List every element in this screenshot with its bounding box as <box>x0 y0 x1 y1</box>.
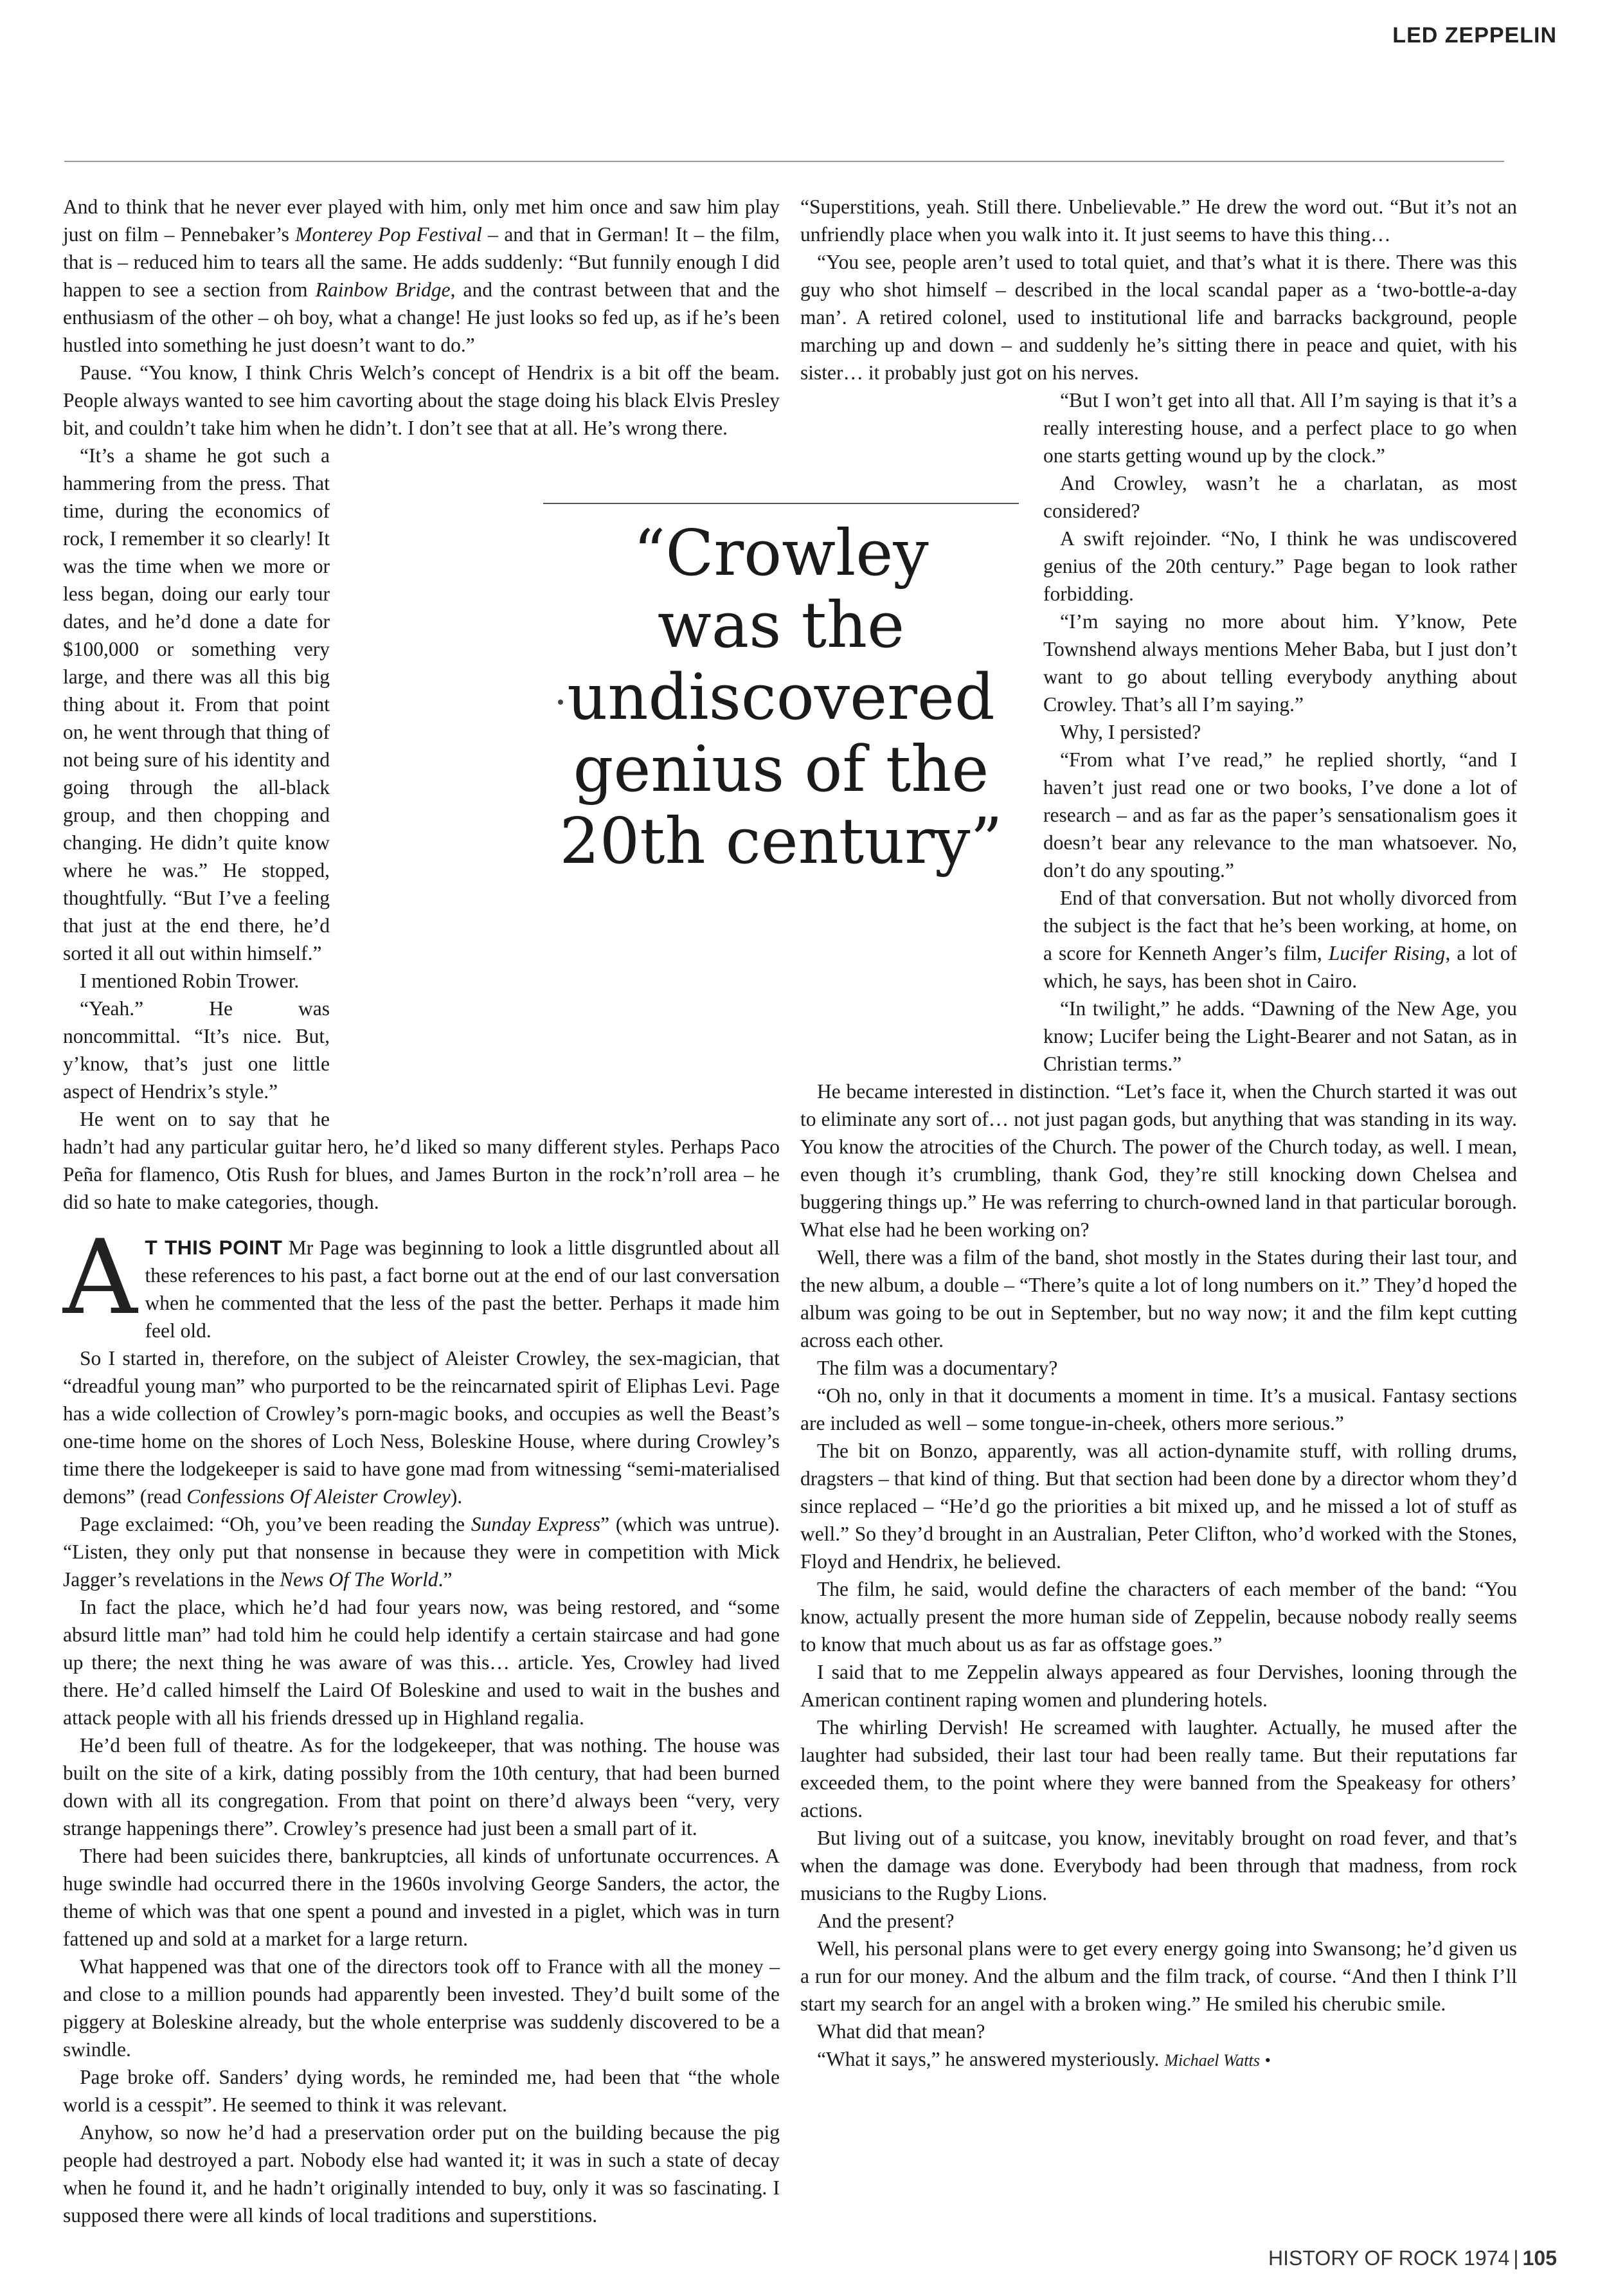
paragraph: He became interested in distinction. “Let’s face it, when the Church started it was out to eliminate any sort of… not just pagan gods, but anything that was standing in its way. You know the atrocities of the Church. The power of the Church today, as well. I mean, even though it’s crumbling, thank God, they’re still knocking down Chelsea and buggering things up.” He was referring to church-owned land in that particular borough. What else had he been working on? <box>800 1080 1517 1241</box>
footer-separator: | <box>1513 2246 1519 2270</box>
page-footer <box>1268 2246 1557 2270</box>
end-mark: • <box>1264 2051 1271 2070</box>
paragraph: “I’m saying no more about him. Y’know, Pete Townshend always mentions Meher Baba, but I just don’t want to go about telling everybody anything about Crowley. That’s all I’m saying.” <box>1043 610 1517 716</box>
pullquote-line: “Crowley <box>633 517 929 590</box>
paragraph: End of that conversation. But not wholly divorced from the subject is the fact that he’s been working, at home, on a score for Kenneth Anger’s film, Lucifer Rising, a lot of which, he says, has been shot in Cairo. <box>1043 887 1518 992</box>
paragraph: “What it says,” he answered mysteriously. Michael Watts • <box>817 2048 1271 2070</box>
pullquote-line: 20th century” <box>559 805 1003 878</box>
byline: Michael Watts <box>1164 2051 1260 2070</box>
right-column <box>800 193 1517 2074</box>
paragraph: “From what I’ve read,” he replied shortly, “and I haven’t just read one or two books, I’ve done a lot of research – and as far as the paper’s sensationalism goes it doesn’t bear any relevance to the man whatsoever. No, don’t do any spouting.” <box>1043 748 1517 881</box>
paragraph: I mentioned Robin Trower. <box>80 970 300 992</box>
paragraph: He went on to say that he hadn’t had any particular guitar hero, he’d liked so many different styles. Perhaps Paco Peña for flamenco, Otis Rush for blues, and James Burton in the rock’n’roll area – he did so hate to make categories, though. <box>63 1108 780 1213</box>
pullquote-line: genius of the <box>573 733 989 806</box>
pullquote <box>553 518 1009 878</box>
paragraph: “You see, people aren’t used to total quiet, and that’s what it is there. There was this guy who shot himself – described in the local scandal paper as a ‘two-bottle-a-day man’. A retired colonel, used to institutional life and barracks background, people marching up and down – and suddenly he’s sitting there in peace and quiet, with his sister… it probably just got on his nerves. <box>800 251 1517 384</box>
paragraph: Well, there was a film of the band, shot mostly in the States during their last tour, and the new album, a double – “There’s quite a lot of long numbers on it.” They’d hoped the album was going to be out in September, but no way now; it and the film kept cutting across each other. <box>800 1246 1517 1351</box>
paragraph: “But I won’t get into all that. All I’m saying is that it’s a really interesting house, and a perfect place to go when one starts getting wound up by the clock.” <box>1043 389 1517 467</box>
pullquote-rule <box>543 503 1019 504</box>
paragraph: The film was a documentary? <box>817 1357 1058 1379</box>
paragraph: Anyhow, so now he’d had a preservation order put on the building because the pig people had destroyed a part. Nobody else had wanted it; it was in such a state of decay when he found it, and he hadn’t originally intended to buy, only it was so fascinating. I supposed there were all kinds of local traditions and superstitions. <box>63 2121 780 2227</box>
paragraph: What did that mean? <box>817 2020 985 2043</box>
paragraph: “It’s a shame he got such a hammering from the press. That time, during the economics of rock, I remember it so clearly! It was the time when we more or less began, doing our early tour dates, and he’d done a date for $100,000 or something very large, and there was all this big thing about it. From that point on, he went through that thing of not being sure of his identity and going through the all-black group, and then chopping and changing. He didn’t quite know where he was.” He stopped, thoughtfully. “But I’ve a feeling that just at the end there, he’d sorted it all out within himself.” <box>63 444 330 964</box>
paragraph: Well, his personal plans were to get every energy going into Swansong; he’d given us a run for our money. And the album and the film track, of course. “And then I think I’ll start my search for an angel with a broken wing.” He smiled his cherubic smile. <box>800 1937 1517 2015</box>
lead-in: T THIS POINT <box>145 1236 283 1259</box>
paragraph: Why, I persisted? <box>1060 721 1201 743</box>
paragraph: But living out of a suitcase, you know, inevitably brought on road fever, and that’s when the damage was done. Everybody had been through that madness, from rock musicians to the Rugby Lions. <box>800 1827 1517 1904</box>
paragraph: What happened was that one of the directors took off to France with all the money – and close to a million pounds had apparently been invested. They’d built some of the piggery at Boleskine already, but the whole enterprise was suddenly discovered to be a swindle. <box>63 1955 780 2061</box>
section-label: LED ZEPPELIN <box>1392 23 1557 48</box>
paragraph: “Superstitions, yeah. Still there. Unbelievable.” He drew the word out. “But it’s not an unfriendly place when you walk into it. It just seems to have this thing… <box>800 195 1517 246</box>
publication-name: HISTORY OF ROCK 1974 <box>1268 2246 1510 2270</box>
paragraph: He’d been full of theatre. As for the lodgekeeper, that was nothing. The house was built on the site of a kirk, dating possibly from the 10th century, that had been burned down with all its congregation. From that point on there’d always been “very, very strange happenings there”. Crowley’s presence had just been a small part of it. <box>63 1734 780 1840</box>
pullquote-line: was the <box>657 589 905 662</box>
paragraph: “Yeah.” He was noncommittal. “It’s nice. But, y’know, that’s just one little aspect of Hendrix’s style.” <box>63 997 330 1103</box>
paragraph: “Oh no, only in that it documents a moment in time. It’s a musical. Fantasy sections are included as well – some tongue-in-cheek, others more serious.” <box>800 1384 1517 1434</box>
paragraph: Page exclaimed: “Oh, you’ve been reading the Sunday Express” (which was untrue). “Listen, they only put that nonsense in because they were in competition with Mick Jagger’s revelations in the News Of The World.” <box>63 1513 780 1591</box>
paragraph: A swift rejoinder. “No, I think he was undiscovered genius of the 20th century.” Page began to look rather forbidding. <box>1043 527 1517 605</box>
paragraph: “In twilight,” he adds. “Dawning of the New Age, you know; Lucifer being the Light-Bearer and not Satan, as in Christian terms.” <box>1043 997 1517 1075</box>
paragraph: So I started in, therefore, on the subject of Aleister Crowley, the sex-magician, that “dreadful young man” who purported to be the reincarnated spirit of Eliphas Levi. Page has a wide collection of Crowley’s porn-magic books, and occupies as well the Beast’s one-time home on the shores of Loch Ness, Boleskine House, where during Crowley’s time there the lodgekeeper is said to have gone mad from witnessing “semi-materialised demons” (read Confessions Of Aleister Crowley). <box>63 1347 780 1508</box>
paragraph: The whirling Dervish! He screamed with laughter. Actually, he mused after the laughter had subsided, their last tour had been really tame. But their reputations far exceeded them, to the point where they were banned from the Speakeasy for others’ actions. <box>800 1716 1517 1821</box>
left-column <box>63 193 780 2229</box>
paragraph: And Crowley, wasn’t he a charlatan, as most considered? <box>1043 472 1517 522</box>
paragraph: There had been suicides there, bankruptcies, all kinds of unfortunate occurrences. A huge swindle had occurred there in the 1960s involving George Sanders, the actor, the theme of which was that one spent a pound and invested in a piglet, which was in turn fattened up and sold at a market for a large return. <box>63 1845 780 1950</box>
paragraph: The bit on Bonzo, apparently, was all action-dynamite stuff, with rolling drums, dragsters – that kind of thing. But that section had been done by a director whom they’d since replaced – “He’d go the priorities a bit mixed up, and he missed a lot of stuff as well.” So they’d brought in an Australian, Peter Clifton, who’d worked with the Stones, Floyd and Hendrix, he believed. <box>800 1440 1517 1573</box>
paragraph: Pause. “You know, I think Chris Welch’s concept of Hendrix is a bit off the beam. People always wanted to see him cavorting about the stage doing his black Elvis Presley bit, and couldn’t take him when he didn’t. I don’t see that at all. He’s wrong there. <box>63 361 780 439</box>
paragraph: And to think that he never ever played with him, only met him once and saw him play just on film – Pennebaker’s Monterey Pop Festival – and that in German! It – the film, that is – reduced him to tears all the same. He adds suddenly: “But funnily enough I did happen to see a section from Rainbow Bridge, and the contrast between that and the enthusiasm of the other – oh boy, what a change! He just looks so fed up, as if he’s been hustled into something he just doesn’t want to do.” <box>63 195 780 356</box>
paragraph: And the present? <box>817 1910 955 1932</box>
paragraph: I said that to me Zeppelin always appeared as four Dervishes, looning through the American continent raping women and plundering hotels. <box>800 1661 1517 1711</box>
paragraph: In fact the place, which he’d had four years now, was being restored, and “some absurd little man” had told him he could help identify a certain staircase and had gone up there; the next thing he was aware of was this… article. Yes, Crowley had lived there. He’d called himself the Laird Of Boleskine and used to wait in the bushes and attack people with all his friends dressed up in Highland regalia. <box>63 1596 780 1729</box>
drop-cap: A <box>63 1217 138 1337</box>
section-opening-paragraph: A T THIS POINT Mr Page was beginning to look a little disgruntled about all these references to his past, a fact borne out at the end of our last conversation when he commented that the less of the past the better. Perhaps it made him feel old. <box>63 1217 780 1342</box>
header-divider <box>64 161 1504 162</box>
paragraph: The film, he said, would define the characters of each member of the band: “You know, actually present the more human side of Zeppelin, because nobody really seems to know that much about us as far as offstage goes.” <box>800 1578 1517 1656</box>
pullquote-line: undiscovered <box>567 661 995 734</box>
paragraph: Page broke off. Sanders’ dying words, he reminded me, had been that “the whole world is a cesspit”. He seemed to think it was relevant. <box>63 2066 780 2116</box>
page-number: 105 <box>1522 2246 1557 2270</box>
